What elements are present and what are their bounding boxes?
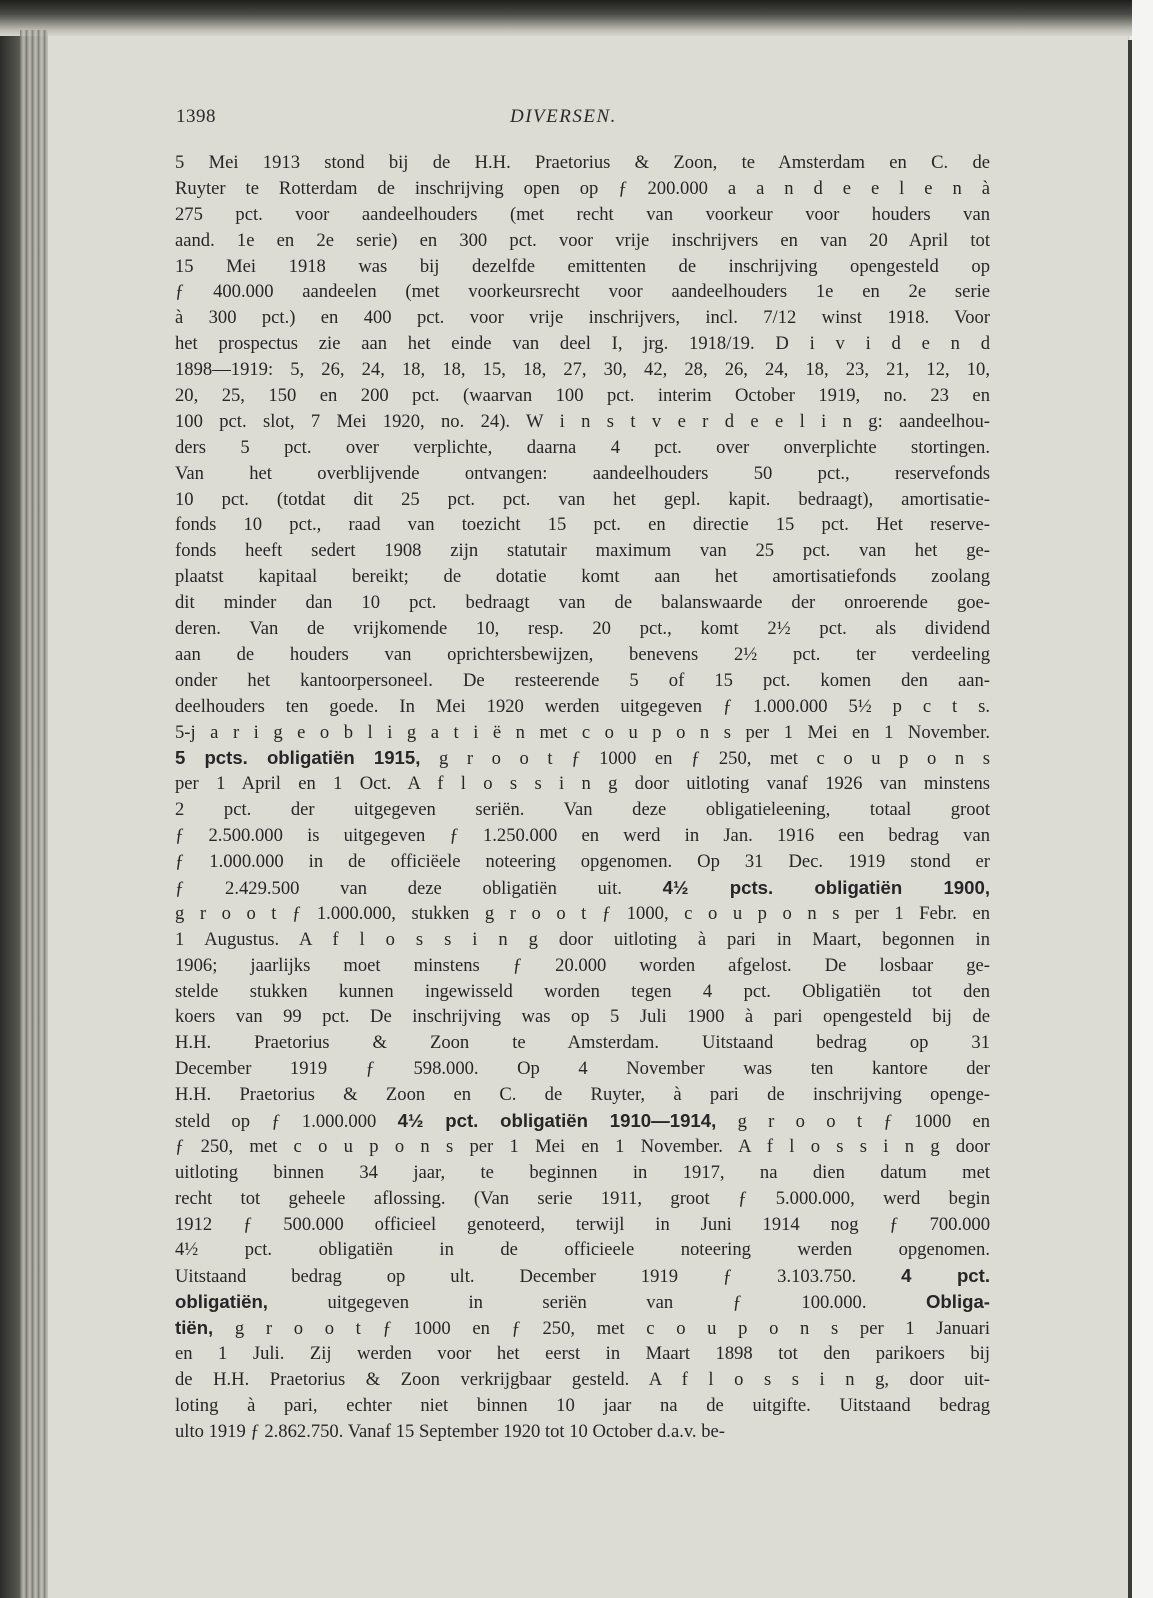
body-text: [175, 150, 990, 1445]
text-line: 4½ pct. obligatiën in de officieele noteering werden opgenomen.: [175, 1239, 990, 1261]
scan-top-shadow: [0, 0, 1153, 36]
text-line: aan de houders van oprichtersbewijzen, benevens 2½ pct. ter verdeeling: [175, 643, 990, 665]
text-line: 1912 ƒ 500.000 officieel genoteerd, terwijl in Juni 1914 nog ƒ 700.000: [175, 1213, 990, 1235]
text-line: Ruyter te Rotterdam de inschrijving open op ƒ 200.000 a a n d e e l e n à: [175, 177, 990, 199]
text-line: onder het kantoorpersoneel. De resteerende 5 of 15 pct. komen den aan-: [175, 669, 990, 691]
text-line: plaatst kapitaal bereikt; de dotatie komt aan het amortisatiefonds zoolang: [175, 566, 990, 588]
text-line: 20, 25, 150 en 200 pct. (waarvan 100 pct. interim October 1919, no. 23 en: [175, 385, 990, 407]
running-head: DIVERSEN.: [510, 106, 617, 127]
text-line: uitloting binnen 34 jaar, te beginnen in 1917, na dien datum met: [175, 1161, 990, 1183]
text-line: koers van 99 pct. De inschrijving was op 5 Juli 1900 à pari opengesteld bij de: [175, 1006, 990, 1028]
text-line: ƒ 250, met c o u p o n s per 1 Mei en 1 November. A f l o s s i n g door: [175, 1135, 990, 1157]
text-line: ƒ 2.500.000 is uitgegeven ƒ 1.250.000 en werd in Jan. 1916 een bedrag van: [175, 825, 990, 847]
text-line: 1898—1919: 5, 26, 24, 18, 18, 15, 18, 27, 30, 42, 28, 26, 24, 18, 23, 21, 12, 10,: [175, 359, 990, 381]
text-line: dit minder dan 10 pct. bedraagt van de balanswaarde der onroerende goe-: [175, 592, 990, 614]
text-line: 100 pct. slot, 7 Mei 1920, no. 24). W i n s t v e r d e e l i n g: aandeelhou-: [175, 410, 990, 432]
text-line: het prospectus zie aan het einde van deel I, jrg. 1918/19. D i v i d e n d: [175, 333, 990, 355]
page-number: 1398: [176, 106, 216, 127]
text-line: loting à pari, echter niet binnen 10 jaar na de uitgifte. Uitstaand bedrag: [175, 1394, 990, 1416]
text-line: tiën, g r o o t ƒ 1000 en ƒ 250, met c o u p o n s per 1 Januari: [175, 1317, 990, 1340]
text-line: per 1 April en 1 Oct. A f l o s s i n g door uitloting vanaf 1926 van minstens: [175, 773, 990, 795]
text-line: g r o o t ƒ 1.000.000, stukken g r o o t ƒ 1000, c o u p o n s per 1 Febr. en: [175, 902, 990, 924]
text-line: 1906; jaarlijks moet minstens ƒ 20.000 worden afgelost. De losbaar ge-: [175, 954, 990, 976]
book-page-edges: [20, 30, 48, 1598]
text-line: 5-j a r i g e o b l i g a t i ë n met c o u p o n s per 1 Mei en 1 November.: [175, 721, 990, 743]
text-line: recht tot geheele aflossing. (Van serie 1911, groot ƒ 5.000.000, werd begin: [175, 1187, 990, 1209]
text-line: 5 pcts. obligatiën 1915, g r o o t ƒ 1000 en ƒ 250, met c o u p o n s: [175, 747, 990, 770]
text-line: Van het overblijvende ontvangen: aandeelhouders 50 pct., reservefonds: [175, 462, 990, 484]
text-line: H.H. Praetorius & Zoon te Amsterdam. Uitstaand bedrag op 31: [175, 1032, 990, 1054]
text-line: steld op ƒ 1.000.000 4½ pct. obligatiën 1910—1914, g r o o t ƒ 1000 en: [175, 1109, 990, 1132]
text-line: 2 pct. der uitgegeven seriën. Van deze obligatieleening, totaal groot: [175, 799, 990, 821]
text-line: 1 Augustus. A f l o s s i n g door uitloting à pari in Maart, begonnen in: [175, 928, 990, 950]
text-line: aand. 1e en 2e serie) en 300 pct. voor vrije inschrijvers en van 20 April tot: [175, 229, 990, 251]
text-line: fonds heeft sedert 1908 zijn statutair maximum van 25 pct. van het ge-: [175, 540, 990, 562]
text-line: stelde stukken kunnen ingewisseld worden tegen 4 pct. Obligatiën tot den: [175, 980, 990, 1002]
text-line: obligatiën, uitgegeven in seriën van ƒ 100.000. Obliga-: [175, 1291, 990, 1314]
text-line: fonds 10 pct., raad van toezicht 15 pct. en directie 15 pct. Het reserve-: [175, 514, 990, 536]
text-line: Uitstaand bedrag op ult. December 1919 ƒ 3.103.750. 4 pct.: [175, 1265, 990, 1288]
text-line: ders 5 pct. over verplichte, daarna 4 pct. over onverplichte stortingen.: [175, 436, 990, 458]
text-line: H.H. Praetorius & Zoon en C. de Ruyter, à pari de inschrijving openge-: [175, 1084, 990, 1106]
text-line: de H.H. Praetorius & Zoon verkrijgbaar gesteld. A f l o s s i n g, door uit-: [175, 1368, 990, 1390]
text-line: 275 pct. voor aandeelhouders (met recht van voorkeur voor houders van: [175, 203, 990, 225]
text-line: 15 Mei 1918 was bij dezelfde emittenten de inschrijving opengesteld op: [175, 255, 990, 277]
text-line: deelhouders ten goede. In Mei 1920 werden uitgegeven ƒ 1.000.000 5½ p c t s.: [175, 695, 990, 717]
text-line: à 300 pct.) en 400 pct. voor vrije inschrijvers, incl. 7/12 winst 1918. Voor: [175, 307, 990, 329]
scanner-margin: [1132, 0, 1153, 1598]
text-line: 5 Mei 1913 stond bij de H.H. Praetorius & Zoon, te Amsterdam en C. de: [175, 152, 990, 173]
text-line: ƒ 2.429.500 van deze obligatiën uit. 4½ pcts. obligatiën 1900,: [175, 876, 990, 899]
text-line: en 1 Juli. Zij werden voor het eerst in Maart 1898 tot den parikoers bij: [175, 1342, 990, 1364]
text-line: ƒ 1.000.000 in de officiëele noteering opgenomen. Op 31 Dec. 1919 stond er: [175, 851, 990, 873]
text-line: ƒ 400.000 aandeelen (met voorkeursrecht voor aandeelhouders 1e en 2e serie: [175, 281, 990, 303]
text-line: ulto 1919 ƒ 2.862.750. Vanaf 15 September 1920 tot 10 October d.a.v. be-: [175, 1420, 725, 1442]
text-line: 10 pct. (totdat dit 25 pct. pct. van het gepl. kapit. bedraagt), amortisatie-: [175, 488, 990, 510]
text-line: December 1919 ƒ 598.000. Op 4 November was ten kantore der: [175, 1058, 990, 1080]
text-line: deren. Van de vrijkomende 10, resp. 20 pct., komt 2½ pct. als dividend: [175, 618, 990, 640]
